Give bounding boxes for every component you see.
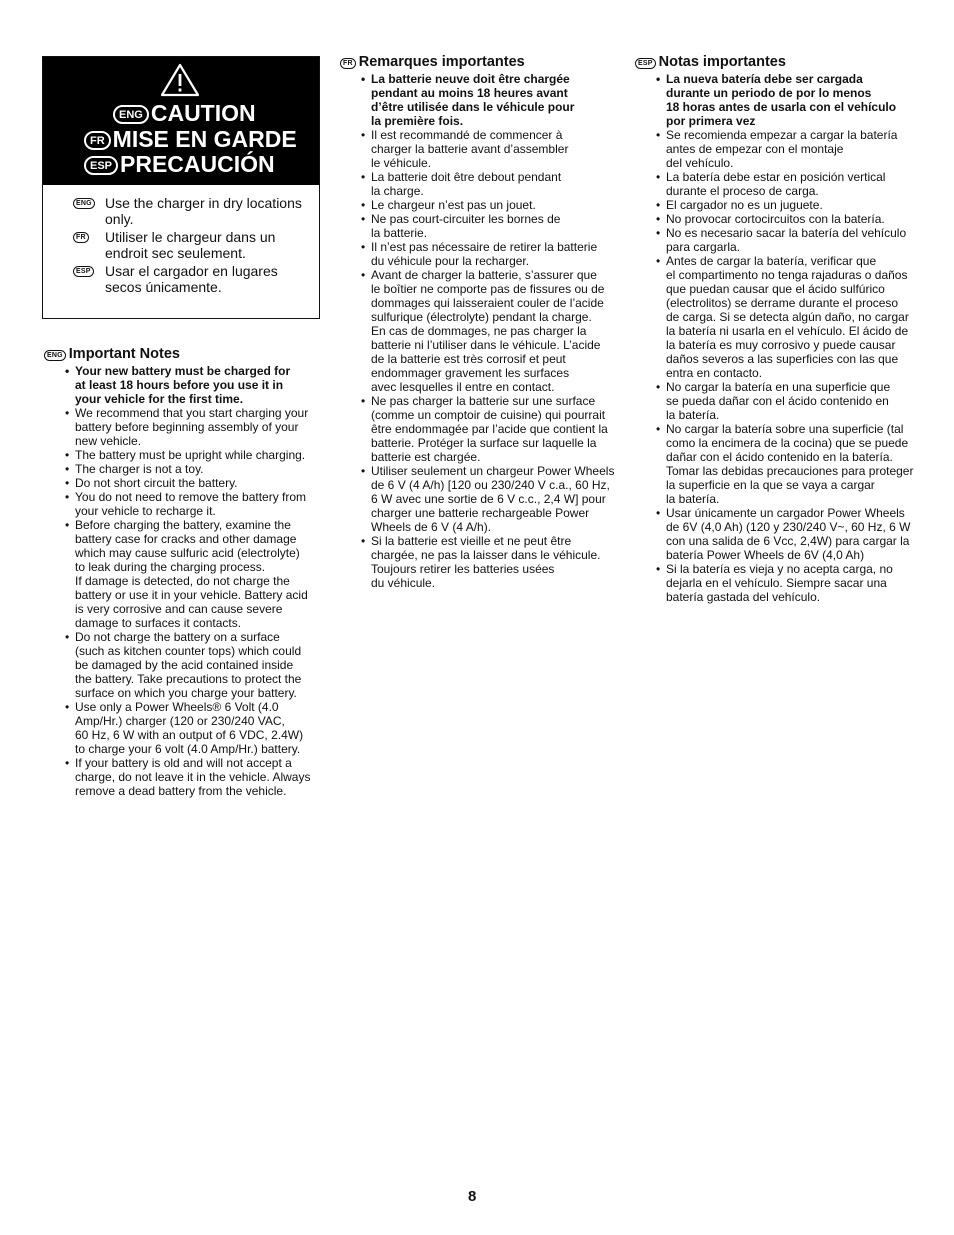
lang-badge-fr: FR xyxy=(73,232,89,243)
list-item: • La nueva batería debe ser cargada durante un periodo de por lo menos 18 horas antes de usarla con el vehículo por primera vez xyxy=(635,72,925,128)
list-item: • If your battery is old and will not accept a charge, do not leave it in the vehicle. Always remove a dead battery from the vehicle. xyxy=(44,756,319,798)
list-item: • You do not need to remove the battery from your vehicle to recharge it. xyxy=(44,490,319,518)
list-item: • El cargador no es un juguete. xyxy=(635,198,925,212)
page-number: 8 xyxy=(468,1188,477,1205)
caution-title-eng: ENG CAUTION xyxy=(113,100,256,126)
list-item: • Avant de charger la batterie, s’assurer que le boîtier ne comporte pas de fissures ou de dommages qui laisseraient couler de l’acide sulfurique (électrolyte) pendant la charge. En cas de dommages, ne pas charger la batterie ni l’utiliser dans le véhicule. L’acide de la batterie est très corrosif et peut endommager gravement les surfaces avec lesquelles il entre en contact. xyxy=(340,268,620,394)
caution-item-esp: ESP Usar el cargador en lugares secos únicamente. xyxy=(73,263,313,295)
lang-badge-eng: ENG xyxy=(113,105,149,124)
list-item: • No cargar la batería en una superficie que se pueda dañar con el ácido contenido en la batería. xyxy=(635,380,925,422)
caution-title-fr: FR MISE EN GARDE xyxy=(84,126,297,152)
section-title-esp: ESP Notas importantes xyxy=(635,53,925,71)
list-item: • Ne pas charger la batterie sur une surface (comme un comptoir de cuisine) qui pourrait être endommagée par l’acide que contient la batterie. Protéger la surface sur laquelle la batterie est chargée. xyxy=(340,394,620,464)
caution-item-eng: ENG Use the charger in dry locations only. xyxy=(73,195,313,227)
notes-list-fr xyxy=(340,72,620,590)
list-item: • We recommend that you start charging your battery before beginning assembly of your new vehicle. xyxy=(44,406,319,448)
caution-body xyxy=(73,195,313,297)
list-item: • La batería debe estar en posición vertical durante el proceso de carga. xyxy=(635,170,925,198)
lang-badge-esp: ESP xyxy=(84,156,118,175)
list-item: • Antes de cargar la batería, verificar que el compartimento no tenga rajaduras o daños que puedan causar que el ácido sulfúrico (electrolitos) se derrame durante el proceso de carga. Si se detecta algún daño, no cargar la batería ni usarla en el vehículo. El ácido de la batería es muy corrosivo y puede causar daños severos a las superficies con las que entra en contacto. xyxy=(635,254,925,380)
list-item: • Your new battery must be charged for at least 18 hours before you use it in your vehicle for the first time. xyxy=(44,364,319,406)
list-item: • Le chargeur n’est pas un jouet. xyxy=(340,198,620,212)
list-item: • No provocar cortocircuitos con la batería. xyxy=(635,212,925,226)
lang-badge-eng: ENG xyxy=(73,198,95,209)
lang-badge-fr: FR xyxy=(84,131,111,150)
caution-header xyxy=(43,57,319,185)
list-item: • Utiliser seulement un chargeur Power Wheels de 6 V (4 A/h) [120 ou 230/240 V c.a., 60 Hz, 6 W avec une sortie de 6 V c.c., 2,4 W] pour charger une batterie rechargeable Power Wheels de 6 V (4 A/h). xyxy=(340,464,620,534)
lang-badge-eng: ENG xyxy=(44,350,66,361)
notes-list-eng xyxy=(44,364,319,798)
notes-column-eng xyxy=(44,345,319,798)
list-item: • La batterie doit être debout pendant la charge. xyxy=(340,170,620,198)
list-item: • Use only a Power Wheels® 6 Volt (4.0 Amp/Hr.) charger (120 or 230/240 VAC, 60 Hz, 6 W with an output of 6 VDC, 2.4W) to charge your 6 volt (4.0 Amp/Hr.) battery. xyxy=(44,700,319,756)
caution-title-esp: ESP PRECAUCIÓN xyxy=(84,151,275,177)
caution-box xyxy=(42,56,320,319)
list-item: • Ne pas court-circuiter les bornes de la batterie. xyxy=(340,212,620,240)
list-item: • Do not charge the battery on a surface (such as kitchen counter tops) which could be damaged by the acid contained inside the battery. Take precautions to protect the surface on which you charge your battery. xyxy=(44,630,319,700)
list-item: • Si la batería es vieja y no acepta carga, no dejarla en el vehículo. Siempre sacar una batería gastada del vehículo. xyxy=(635,562,925,604)
list-item: • Se recomienda empezar a cargar la batería antes de empezar con el montaje del vehículo. xyxy=(635,128,925,170)
list-item: • No es necesario sacar la batería del vehículo para cargarla. xyxy=(635,226,925,254)
notes-column-fr xyxy=(340,53,620,590)
notes-list-esp xyxy=(635,72,925,604)
caution-item-fr: FR Utiliser le chargeur dans un endroit sec seulement. xyxy=(73,229,313,261)
list-item: • Do not short circuit the battery. xyxy=(44,476,319,490)
list-item: • Il est recommandé de commencer à charger la batterie avant d’assembler le véhicule. xyxy=(340,128,620,170)
list-item: • Il n’est pas nécessaire de retirer la batterie du véhicule pour la recharger. xyxy=(340,240,620,268)
list-item: • The charger is not a toy. xyxy=(44,462,319,476)
list-item: • No cargar la batería sobre una superficie (tal como la encimera de la cocina) que se puede dañar con el ácido contenido en la batería. Tomar las debidas precauciones para proteger la superficie en la que se vaya a cargar la batería. xyxy=(635,422,925,506)
list-item: • Before charging the battery, examine the battery case for cracks and other damage which may cause sulfuric acid (electrolyte) to leak during the charging process. If damage is detected, do not charge the battery or use it in your vehicle. Battery acid is very corrosive and can cause severe damage to surfaces it contacts. xyxy=(44,518,319,630)
list-item: • The battery must be upright while charging. xyxy=(44,448,319,462)
notes-column-esp xyxy=(635,53,925,604)
lang-badge-esp: ESP xyxy=(635,58,656,69)
lang-badge-esp: ESP xyxy=(73,266,94,277)
list-item: • Usar únicamente un cargador Power Wheels de 6V (4,0 Ah) (120 y 230/240 V~, 60 Hz, 6 W con una salida de 6 Vcc, 2,4W) para cargar la batería Power Wheels de 6V (4,0 Ah) xyxy=(635,506,925,562)
lang-badge-fr: FR xyxy=(340,58,356,69)
list-item: • Si la batterie est vieille et ne peut être chargée, ne pas la laisser dans le véhicule. Toujours retirer les batteries usées du véhicule. xyxy=(340,534,620,590)
list-item: • La batterie neuve doit être chargée pendant au moins 18 heures avant d’être utilisée dans le véhicule pour la première fois. xyxy=(340,72,620,128)
section-title-eng: ENG Important Notes xyxy=(44,345,319,363)
warning-triangle-icon xyxy=(160,63,200,97)
section-title-fr: FR Remarques importantes xyxy=(340,53,620,71)
